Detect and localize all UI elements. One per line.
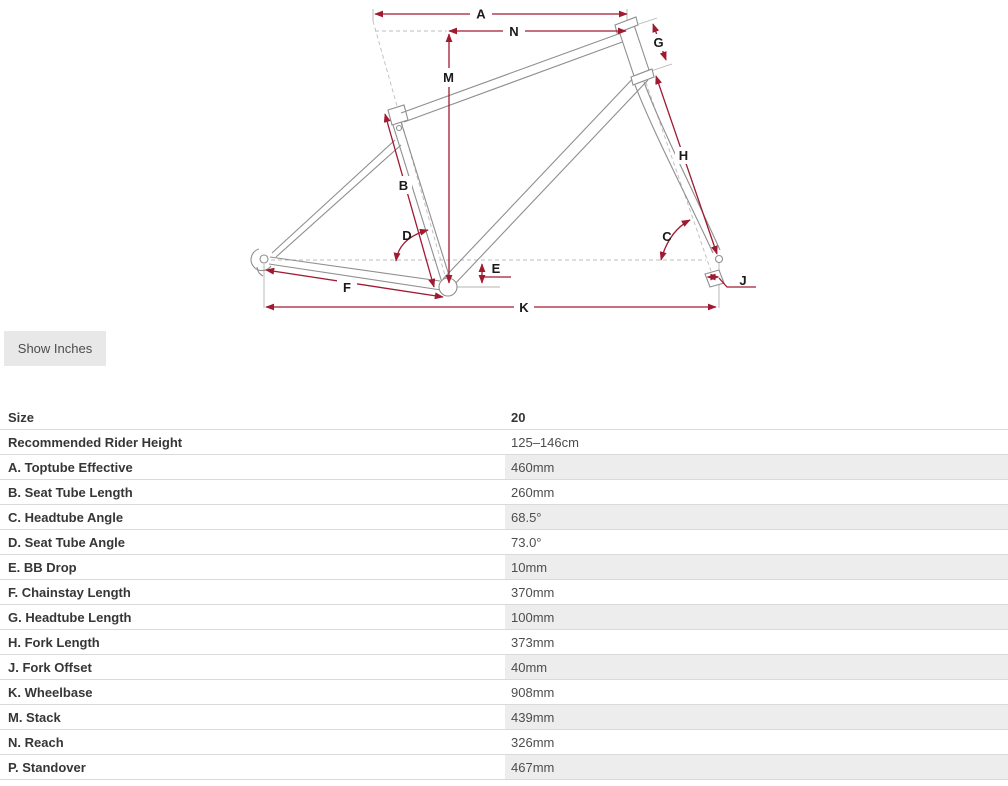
row-value: 467mm	[505, 755, 1008, 780]
row-label: D. Seat Tube Angle	[0, 530, 505, 555]
row-value: 460mm	[505, 455, 1008, 480]
row-label: A. Toptube Effective	[0, 455, 505, 480]
table-row	[0, 605, 1008, 630]
row-value: 439mm	[505, 705, 1008, 730]
row-value: 68.5°	[505, 505, 1008, 530]
bottom-bracket	[439, 278, 457, 296]
row-value: 40mm	[505, 655, 1008, 680]
row-label: F. Chainstay Length	[0, 580, 505, 605]
table-row	[0, 630, 1008, 655]
row-label: G. Headtube Length	[0, 605, 505, 630]
dim-label-k: K	[519, 300, 529, 315]
row-value: 373mm	[505, 630, 1008, 655]
table-row	[0, 580, 1008, 605]
row-value: 370mm	[505, 580, 1008, 605]
table-row	[0, 655, 1008, 680]
row-value: 100mm	[505, 605, 1008, 630]
row-value: 125–146cm	[505, 430, 1008, 455]
dim-label-j: J	[739, 273, 747, 288]
geometry-table	[0, 405, 1008, 780]
geometry-diagram	[0, 0, 1008, 330]
row-value: 260mm	[505, 480, 1008, 505]
table-row	[0, 730, 1008, 755]
col-header-size-value: 20	[505, 405, 1008, 430]
dim-label-b: B	[398, 178, 409, 193]
row-label: B. Seat Tube Length	[0, 480, 505, 505]
col-header-size: Size	[0, 405, 505, 430]
table-row	[0, 680, 1008, 705]
table-row	[0, 505, 1008, 530]
table-row	[0, 755, 1008, 780]
show-inches-button[interactable]: Show Inches	[4, 331, 106, 366]
dim-label-g: G	[653, 35, 664, 50]
bike-frame	[251, 17, 724, 296]
dim-label-e: E	[491, 261, 501, 276]
dim-label-h: H	[678, 148, 689, 163]
row-label: M. Stack	[0, 705, 505, 730]
dim-label-d: D	[402, 228, 412, 243]
row-label: Recommended Rider Height	[0, 430, 505, 455]
table-row	[0, 430, 1008, 455]
table-header-row	[0, 405, 1008, 430]
dim-label-m: M	[443, 70, 454, 85]
table-row	[0, 455, 1008, 480]
row-label: P. Standover	[0, 755, 505, 780]
row-label: H. Fork Length	[0, 630, 505, 655]
row-value: 10mm	[505, 555, 1008, 580]
dim-label-a: A	[476, 6, 486, 22]
row-value: 326mm	[505, 730, 1008, 755]
row-label: E. BB Drop	[0, 555, 505, 580]
table-row	[0, 480, 1008, 505]
row-value: 73.0°	[505, 530, 1008, 555]
row-label: C. Headtube Angle	[0, 505, 505, 530]
front-axle	[716, 256, 723, 263]
row-label: N. Reach	[0, 730, 505, 755]
rear-axle	[260, 255, 268, 263]
dim-label-n: N	[509, 24, 519, 39]
table-row	[0, 530, 1008, 555]
dim-label-f: F	[343, 280, 351, 295]
table-row	[0, 555, 1008, 580]
row-value: 908mm	[505, 680, 1008, 705]
table-row	[0, 705, 1008, 730]
row-label: K. Wheelbase	[0, 680, 505, 705]
row-label: J. Fork Offset	[0, 655, 505, 680]
dim-label-c: C	[662, 229, 672, 244]
